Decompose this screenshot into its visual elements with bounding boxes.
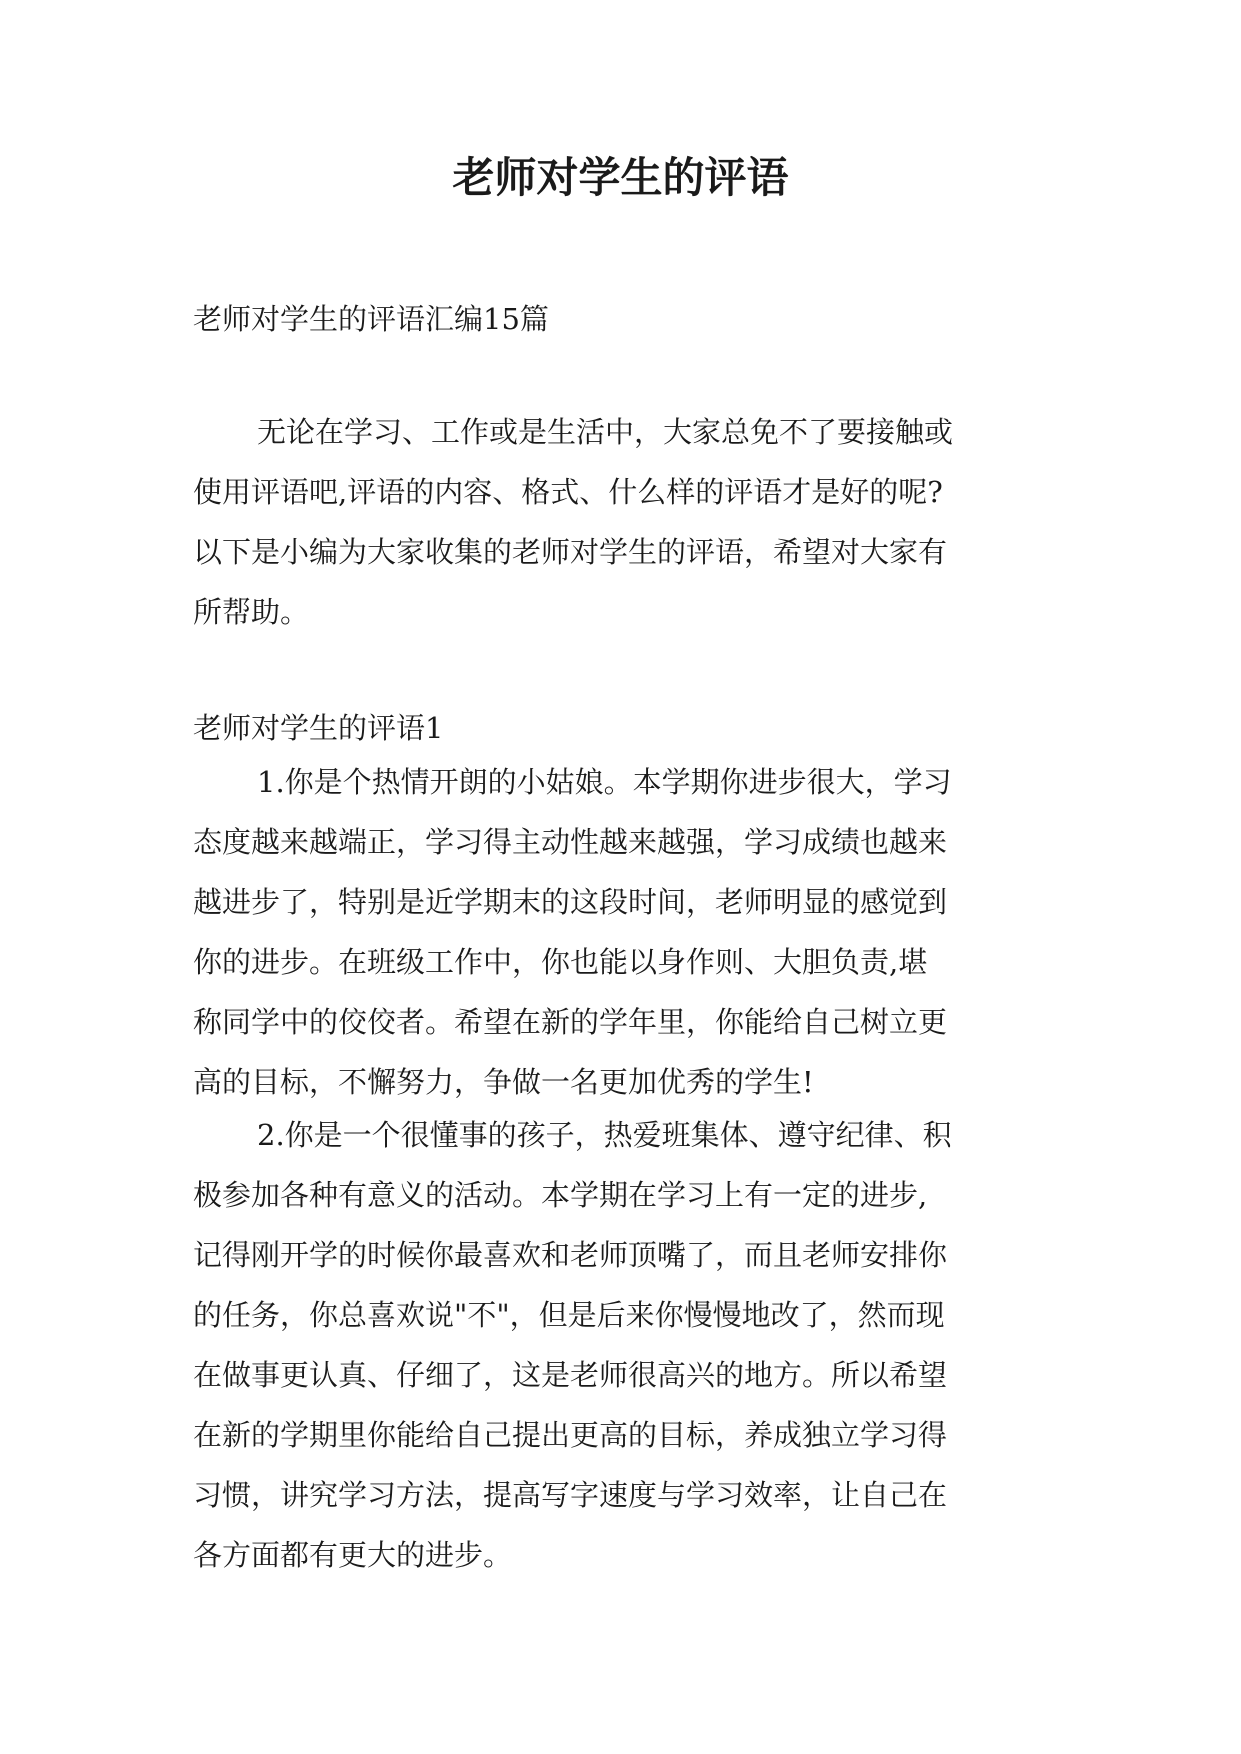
comment-line: 习惯，讲究学习方法，提高写字速度与学习效率，让自己在 — [193, 1478, 948, 1512]
intro-line: 所帮助。 — [193, 595, 310, 629]
section-heading: 老师对学生的评语1 — [193, 711, 444, 745]
comment-line: 各方面都有更大的进步。 — [193, 1538, 513, 1572]
comment-line: 记得刚开学的时候你最喜欢和老师顶嘴了，而且老师安排你 — [193, 1238, 948, 1272]
comment-item-1 — [193, 752, 1053, 1112]
comment-line: 极参加各种有意义的活动。本学期在学习上有一定的进步, — [193, 1178, 928, 1212]
comment-line: 你的进步。在班级工作中，你也能以身作则、大胆负责,堪 — [193, 945, 928, 979]
intro-line: 使用评语吧,评语的内容、格式、什么样的评语才是好的呢? — [193, 475, 943, 509]
comment-line: 2.你是一个很懂事的孩子，热爱班集体、遵守纪律、积 — [257, 1118, 952, 1152]
intro-line: 无论在学习、工作或是生活中，大家总免不了要接触或 — [257, 415, 954, 449]
comment-line: 越进步了，特别是近学期末的这段时间，老师明显的感觉到 — [193, 885, 948, 919]
intro-paragraph — [193, 402, 1053, 642]
document-title: 老师对学生的评语 — [452, 153, 789, 202]
comment-line: 的任务，你总喜欢说"不"，但是后来你慢慢地改了，然而现 — [193, 1298, 945, 1332]
comment-line: 高的目标，不懈努力，争做一名更加优秀的学生! — [193, 1065, 814, 1099]
comment-line: 态度越来越端正，学习得主动性越来越强，学习成绩也越来 — [193, 825, 948, 859]
comment-line: 在新的学期里你能给自己提出更高的目标，养成独立学习得 — [193, 1418, 948, 1452]
comment-line: 1.你是个热情开朗的小姑娘。本学期你进步很大，学习 — [257, 765, 952, 799]
comment-item-2 — [193, 1105, 1053, 1585]
comment-line: 在做事更认真、仔细了，这是老师很高兴的地方。所以希望 — [193, 1358, 948, 1392]
comment-line: 称同学中的佼佼者。希望在新的学年里，你能给自己树立更 — [193, 1005, 948, 1039]
intro-line: 以下是小编为大家收集的老师对学生的评语，希望对大家有 — [193, 535, 948, 569]
document-subtitle: 老师对学生的评语汇编15篇 — [193, 302, 549, 336]
